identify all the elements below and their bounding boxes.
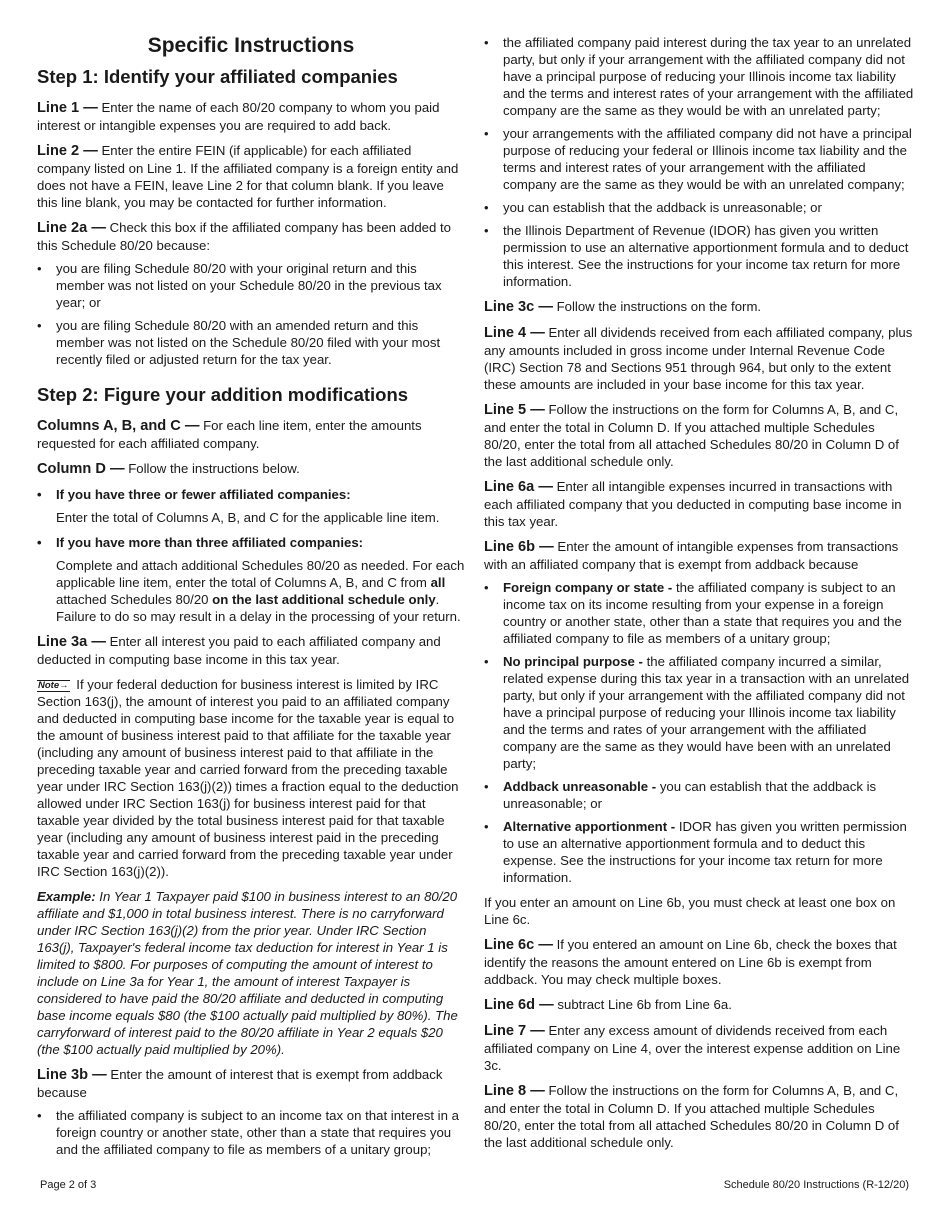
line6c-text: If you entered an amount on Line 6b, check the boxes that identify the reasons the amount entered on Line 6b is exempt from addback. You may check multiple boxes. [484, 937, 897, 987]
columns-abc-label: Columns A, B, and C — [37, 418, 200, 434]
list-item: • you are filing Schedule 80/20 with an amended return and this member was not listed on the Schedule 80/20 filed with your most recently filed or adjusted return for the tax year. [37, 317, 465, 368]
columns-abc-text: For each line item, enter the amounts requested for each affiliated company. [37, 418, 422, 451]
list-item [484, 818, 914, 886]
line5-text: Follow the instructions on the form for Columns A, B, and C, and enter the total in Column D. If you attached multiple Schedules 80/20, enter the total from all attached Schedules 80/20 in Column D of the last additional schedule only. [484, 402, 899, 469]
line3a-label: Line 3a — [37, 634, 106, 650]
more-companies-list [37, 534, 465, 551]
line2a-paragraph [37, 219, 465, 254]
column-d-text: Follow the instructions below. [124, 461, 300, 476]
line2-label: Line 2 — [37, 143, 98, 159]
column-d-label: Column D — [37, 461, 125, 477]
note-text: If your federal deduction for business interest is limited by IRC Section 163(j), the amount of interest you paid to an affiliated company and deducted in computing base income for the taxable year is equal to the amount of business interest paid to that affiliate for the taxable year (including any amount of business interest paid to that affiliate in the preceding taxable year and carried forward from the preceding taxable year under IRC Section 163(j)(2)) times a fraction equal to the deduction allowed under IRC Section 163(j) for business interest paid for that taxable year divided by the total business interest paid for that taxable year (including any amount of business interest paid in the preceding taxable year and carried forward from the preceding taxable year under IRC Section 163(j)(2)). [37, 677, 459, 879]
list-item: • your arrangements with the affiliated company did not have a principal purpose of reducing your federal or Illinois income tax liability and the terms and interest rates of your arrangement with the affiliated company are the same as they would be with an unrelated company; [484, 125, 914, 193]
line3c-text: Follow the instructions on the form. [552, 299, 762, 314]
line3b-list-right [484, 34, 914, 290]
line6a-paragraph [484, 478, 914, 530]
note-icon-label: Note [38, 680, 60, 691]
bullet-bold: Addback unreasonable - [503, 779, 657, 794]
line5-paragraph [484, 401, 914, 470]
example-paragraph [37, 888, 465, 1058]
more-text-part: . Failure to do so may result in a delay in the processing of your return. [56, 592, 461, 624]
list-item: • the affiliated company paid interest during the tax year to an unrelated party, but only if your arrangement with the affiliated company did not have a principal purpose of reducing your Illinois income tax liability and the terms and interest rates of your arrangement with the affiliated company are the same as they would be with an unrelated party; [484, 34, 914, 119]
bullet-text: you can establish that the addback is unreasonable; or [503, 779, 877, 811]
column-d-paragraph [37, 460, 465, 478]
line8-paragraph [484, 1082, 914, 1151]
line6b-after-text: If you enter an amount on Line 6b, you must check at least one box on Line 6c. [484, 895, 896, 927]
line3b-text: Enter the amount of interest that is exempt from addback because [37, 1067, 443, 1100]
bullet-bold: Alternative apportionment - [503, 819, 676, 834]
more-companies-text [37, 557, 465, 625]
line3a-text: Enter all interest you paid to each affiliated company and deducted in computing base income in this tax year. [37, 634, 441, 667]
more-text-part: attached Schedules 80/20 [56, 592, 213, 607]
line3b-label: Line 3b — [37, 1067, 107, 1083]
list-item [484, 579, 914, 647]
line7-label: Line 7 — [484, 1023, 545, 1039]
line6d-label: Line 6d — [484, 997, 554, 1013]
list-item: • the affiliated company is subject to an income tax on that interest in a foreign country or another state, other than a state that requires you and the affiliated company to file as members of a unitary group; [37, 1107, 465, 1158]
line6d-paragraph [484, 996, 914, 1014]
line3c-paragraph [484, 298, 914, 316]
line4-label: Line 4 — [484, 325, 545, 341]
more-text-part: Complete and attach additional Schedules 80/20 as needed. For each applicable line item, enter the total of Columns A, B, and C from [56, 558, 465, 590]
line4-paragraph [484, 324, 914, 393]
line6b-paragraph [484, 538, 914, 573]
line2-text: Enter the entire FEIN (if applicable) for each affiliated company listed on Line 1. If the affiliated company is a foreign entity and does not have a FEIN, leave Line 2 for that column blank. If you leave this line blank, you may be contacted for further information. [37, 143, 459, 210]
form-identifier: Schedule 80/20 Instructions (R-12/20) [723, 1179, 909, 1191]
example-text: In Year 1 Taxpayer paid $100 in business interest to an 80/20 affiliate and $1,000 in total business interest. There is no carryforward under IRC Section 163(j)(2) from the prior year. Under IRC Section 163(j), Taxpayer's federal income tax deduction for interest in Year 1 is limited to $800. For purposes of computing the amount of interest to include on Line 3a for Year 1, the amount of interest Taxpayer is considered to have paid the 80/20 affiliate and deducted in computing base income equals $80 (the $100 actually paid multiplied by 80%). The carryforward of interest paid to the 80/20 affiliate in Year 2 equals $20 (the $100 actually paid multiplied by 20%). [37, 889, 458, 1057]
line8-label: Line 8 — [484, 1083, 545, 1099]
page-number: Page 2 of 3 [40, 1179, 97, 1191]
step1-heading: Step 1: Identify your affiliated companies [37, 66, 398, 87]
page-title: Specific Instructions [147, 34, 355, 57]
line8-text: Follow the instructions on the form for Columns A, B, and C, and enter the total in Column D. If you attached multiple Schedules 80/20, enter the total from all attached Schedules 80/20 in Column D of the last additional schedule only. [484, 1083, 899, 1150]
line6d-text: subtract Line 6b from Line 6a. [553, 997, 732, 1012]
right-column [484, 34, 914, 1159]
line2a-text: Check this box if the affiliated company has been added to this Schedule 80/20 because: [37, 220, 451, 253]
left-column [37, 34, 465, 1166]
line7-paragraph [484, 1022, 914, 1074]
note-paragraph [37, 676, 465, 880]
bullet-text: the affiliated company is subject to an income tax on its income resulting from your expense in a foreign country or another state, other than a state that requires you and the affiliated company to file as members of a unitary group; [503, 580, 902, 646]
bullet-text: the affiliated company incurred a similar, related expense during this tax year in a transaction with an unrelated party, but only if your arrangement with the affiliated company did not have a principal purpose of reducing your Illinois income tax liability and the terms and rates of your arrangement with the affiliated company are the same as they would have been with an unrelated party; [503, 654, 910, 771]
line1-label: Line 1 — [37, 100, 98, 116]
line4-text: Enter all dividends received from each affiliated company, plus any amounts included in gross income under Internal Revenue Code (IRC) Section 78 and Sections 951 through 964, but only to the extent these amounts are included in your base income for this tax year. [484, 325, 913, 392]
line6a-label: Line 6a — [484, 479, 553, 495]
list-item: • you are filing Schedule 80/20 with your original return and this member was not listed on your Schedule 80/20 in the previous tax year; or [37, 260, 465, 311]
list-item [484, 778, 914, 812]
bullet-bold: Foreign company or state - [503, 580, 673, 595]
line2-paragraph [37, 142, 465, 211]
line3a-paragraph [37, 633, 465, 668]
note-icon: Note→ [38, 680, 69, 691]
line2a-label: Line 2a — [37, 220, 106, 236]
line2a-list [37, 260, 465, 368]
example-label: Example: [37, 889, 96, 904]
more-companies-heading: • If you have more than three affiliated companies: [37, 534, 465, 551]
few-companies-list [37, 486, 465, 503]
line3b-paragraph [37, 1066, 465, 1101]
line6b-list [484, 579, 914, 886]
list-item: • you can establish that the addback is unreasonable; or [484, 199, 914, 216]
line6c-paragraph [484, 936, 914, 988]
line5-label: Line 5 — [484, 402, 545, 418]
columns-abc-paragraph [37, 417, 465, 452]
line3b-list-left [37, 1107, 465, 1158]
line3c-label: Line 3c — [484, 299, 553, 315]
few-companies-text: Enter the total of Columns A, B, and C for the applicable line item. [56, 510, 440, 525]
step2-heading: Step 2: Figure your addition modifications [37, 384, 409, 405]
list-item: • the Illinois Department of Revenue (IDOR) has given you written permission to use an alternative apportionment formula and to deduct this interest. See the instructions for your income tax return for more information. [484, 222, 914, 290]
line6b-text: Enter the amount of intangible expenses from transactions with an affiliated company that is exempt from addback because [484, 539, 899, 572]
line7-text: Enter any excess amount of dividends received from each affiliated company on Line 4, over the interest expense addition on Line 3c. [484, 1023, 901, 1073]
bullet-bold: No principal purpose - [503, 654, 643, 669]
more-bold-all: all [430, 575, 446, 590]
few-companies-heading: • If you have three or fewer affiliated companies: [37, 486, 465, 503]
line1-text: Enter the name of each 80/20 company to whom you paid interest or intangible expenses you are required to add back. [37, 100, 440, 133]
line1-paragraph [37, 99, 465, 134]
line6a-text: Enter all intangible expenses incurred in transactions with each affiliated company that you deducted in computing base income in this tax year. [484, 479, 902, 529]
list-item [484, 653, 914, 772]
line6b-label: Line 6b — [484, 539, 554, 555]
line6c-label: Line 6c — [484, 937, 553, 953]
bullet-text: IDOR has given you written permission to use an alternative apportionment formula and to deduct this expense. See the instructions for your income tax return for more information. [503, 819, 907, 885]
more-bold-last-schedule: on the last additional schedule only [212, 592, 436, 607]
